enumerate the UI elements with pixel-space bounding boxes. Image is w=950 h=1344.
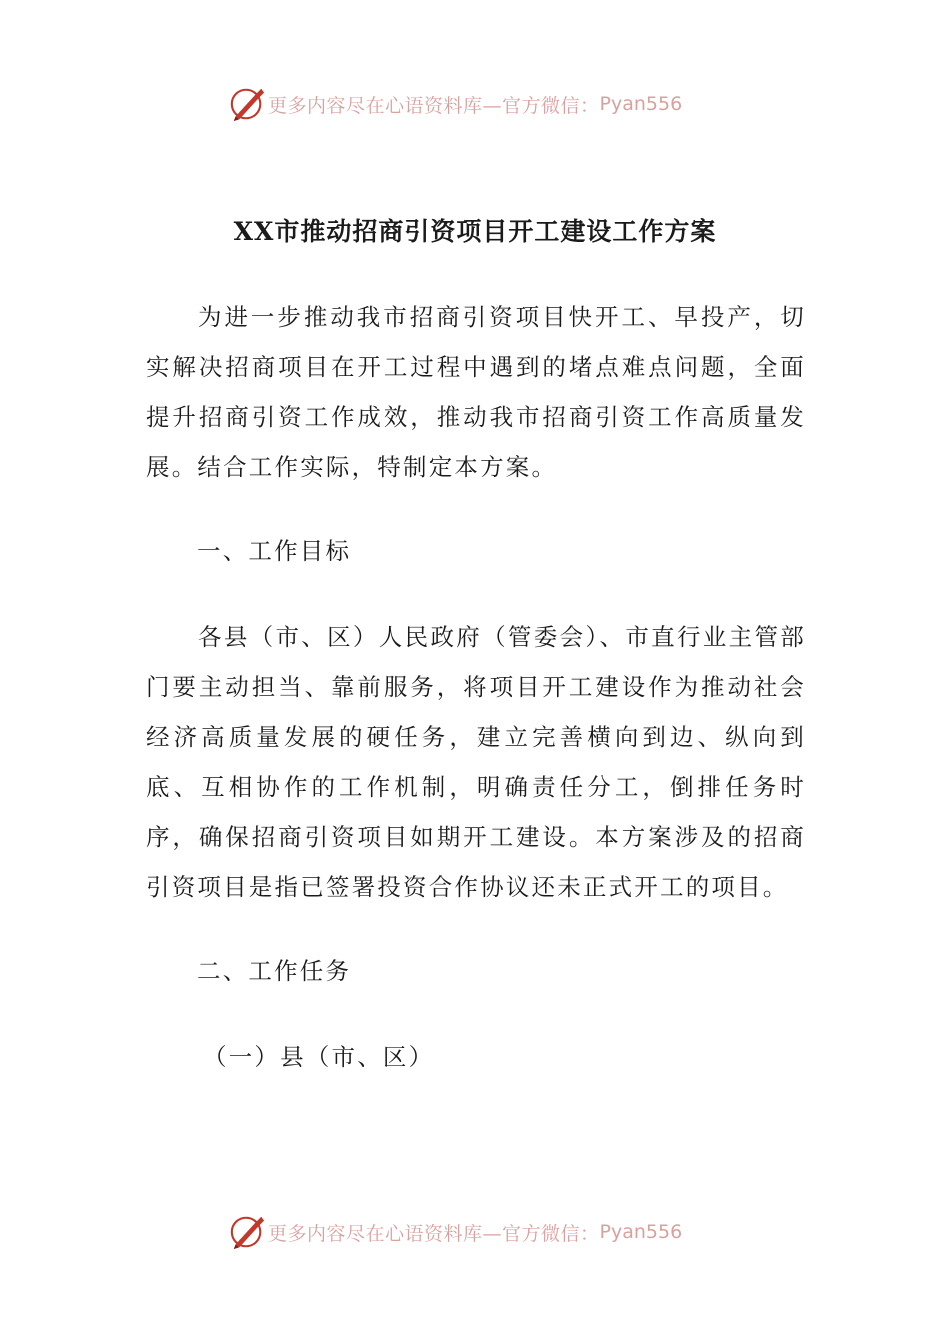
watermark-wechat-id: Pyan556 bbox=[599, 1221, 683, 1243]
pen-logo-icon bbox=[228, 85, 266, 123]
pen-logo-icon bbox=[228, 1213, 266, 1251]
subsection-heading-counties: （一）县（市、区） bbox=[203, 1043, 435, 1071]
goals-paragraph: 各县（市、区）人民政府（管委会）、市直行业主管部门要主动担当、靠前服务，将项目开工建设作为推动社会经济高质量发展的硬任务，建立完善横向到边、纵向到底、互相协作的工作机制，明确责任分工，倒排任务时序，确保招商引资项目如期开工建设。本方案涉及的招商引资项目是指已签署投资合作协议还未正式开工的项目。 bbox=[146, 623, 806, 901]
header-watermark bbox=[0, 84, 950, 124]
watermark-text: 更多内容尽在心语资料库—官方微信： bbox=[268, 1222, 600, 1245]
section-heading-goals: 一、工作目标 bbox=[197, 537, 352, 565]
watermark-wechat-id: Pyan556 bbox=[599, 93, 683, 115]
section-heading-tasks: 二、工作任务 bbox=[197, 957, 352, 985]
footer-watermark bbox=[0, 1212, 950, 1252]
document-title: XX市推动招商引资项目开工建设工作方案 bbox=[233, 217, 717, 246]
watermark-text: 更多内容尽在心语资料库—官方微信： bbox=[268, 94, 600, 117]
intro-paragraph: 为进一步推动我市招商引资项目快开工、早投产，切实解决招商项目在开工过程中遇到的堵点难点问题，全面提升招商引资工作成效，推动我市招商引资工作高质量发展。结合工作实际，特制定本方案。 bbox=[146, 303, 806, 481]
